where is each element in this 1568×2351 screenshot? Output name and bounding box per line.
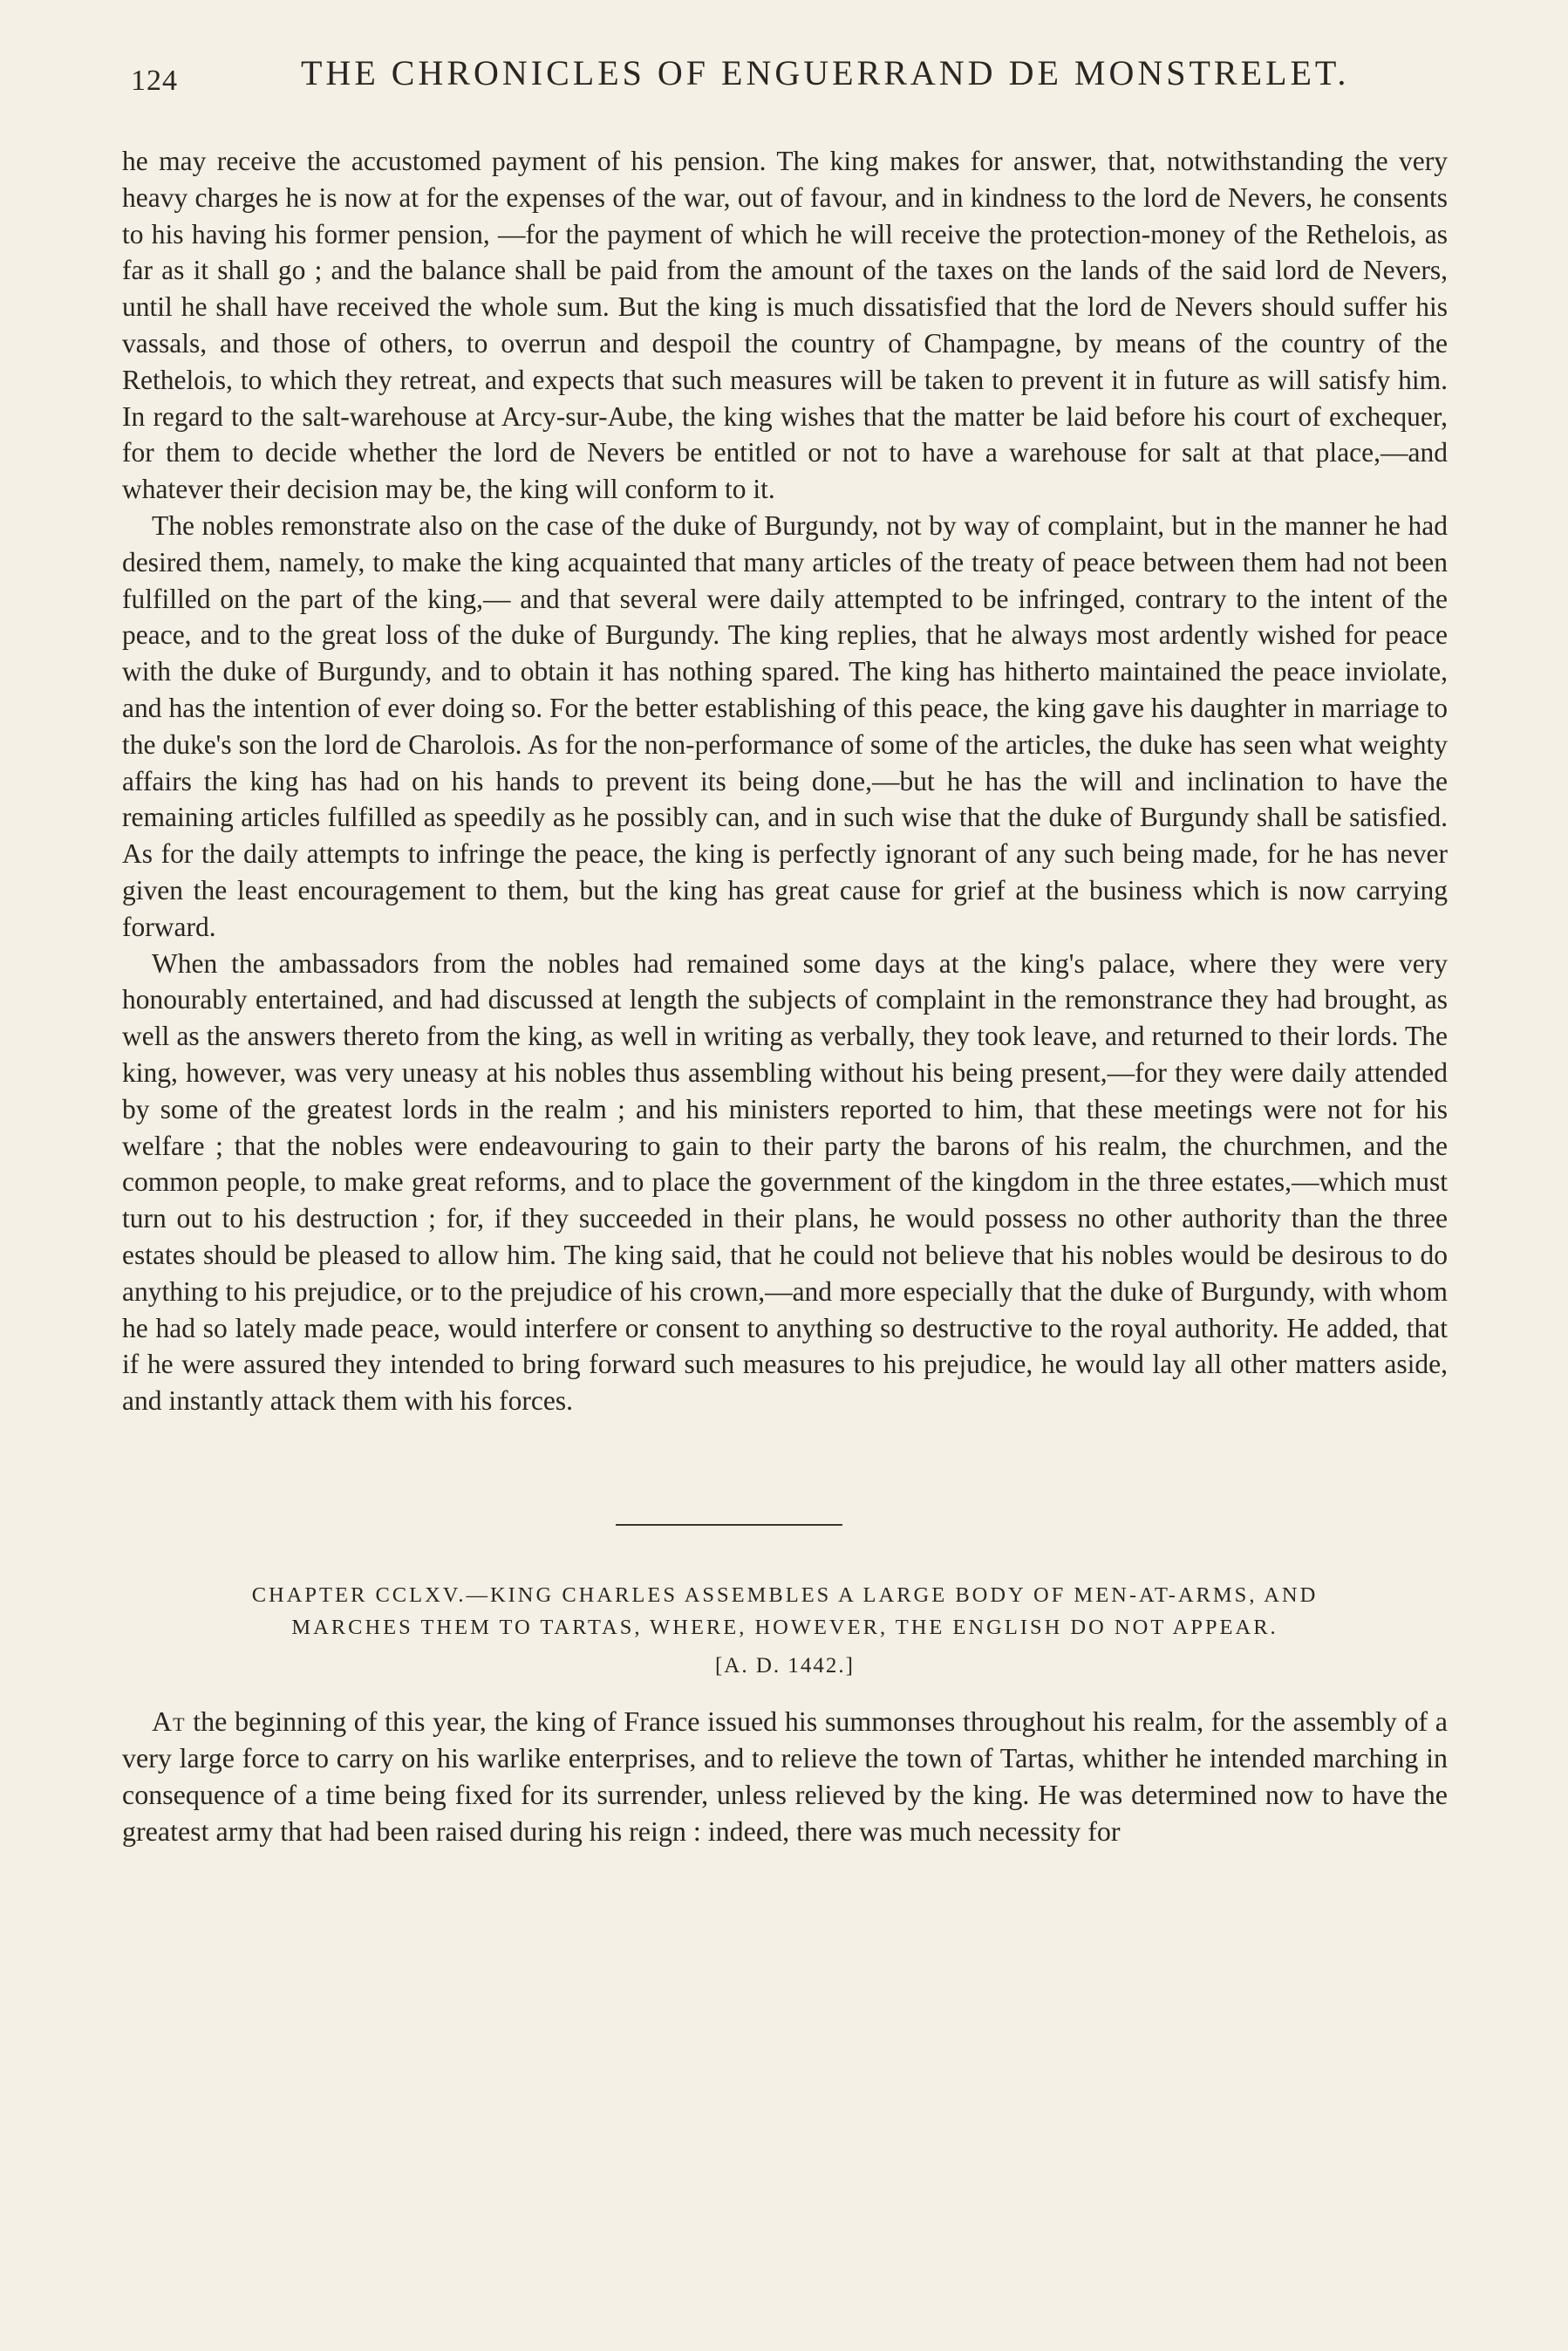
body-text: [122, 143, 1448, 1419]
chapter-heading-line-2: MARCHES THEM TO TARTAS, WHERE, HOWEVER, THE ENGLISH DO NOT APPEAR.: [291, 1616, 1278, 1639]
page-number: 124: [131, 65, 178, 97]
paragraph-burgundy-remonstrance: The nobles remonstrate also on the case of the duke of Burgundy, not by way of complaint, but in the manner he had desired them, namely, to make the king acquainted that many articles of the treaty of peace between them had not been fulfilled on the part of the king,— and that several were daily attempted to be infringed, contrary to the intent of the peace, and to the great loss of the duke of Burgundy. The king replies, that he always most ardently wished for peace with the duke of Burgundy, and to obtain it has nothing spared. The king has hitherto maintained the peace inviolate, and has the intention of ever doing so. For the better establishing of this peace, the king gave his daughter in marriage to the duke's son the lord de Charolois. As for the non-performance of some of the articles, the duke has seen what weighty affairs the king has had on his hands to prevent its being done,—but he has the will and inclination to have the remaining articles fulfilled as speedily as he possibly can, and in such wise that the duke of Burgundy shall be satisfied. As for the daily attempts to infringe the peace, the king is perfectly ignorant of any such being made, for he has never given the least encouragement to them, but the king has great cause for grief at the business which is now carrying forward.: [122, 509, 1448, 942]
paragraph-pension-reply: he may receive the accustomed payment of his pension. The king makes for answer, that, notwithstanding the very heavy charges he is now at for the expenses of the war, out of favour, and in kindness to the lord de Nevers, he consents to his having his former pension, —for the payment of which he will receive the protection-money of the Rethelois, as far as it shall go ; and the balance shall be paid from the amount of the taxes on the lands of the said lord de Nevers, until he shall have received the whole sum. But the king is much dissatisfied that the lord de Nevers should suffer his vassals, and those of others, to overrun and despoil the country of Champagne, by means of the country of the Rethelois, to which they retreat, and expects that such measures will be taken to prevent it in future as will satisfy him. In regard to the salt-warehouse at Arcy-sur-Aube, the king wishes that the matter be laid before his court of exchequer, for them to decide whether the lord de Nevers be entitled or not to have a warehouse for salt at that place,—and whatever their decision may be, the king will conform to it.: [122, 146, 1448, 505]
chapter-lead-word: At: [152, 1705, 186, 1737]
paragraph-ambassadors-return: When the ambassadors from the nobles had remained some days at the king's palace, where they were very honourably entertained, and had discussed at length the subjects of complaint in the remonstrance they had brought, as well as the answers thereto from the king, as well in writing as verbally, they took leave, and returned to their lords. The king, however, was very uneasy at his nobles thus assembling without his being present,—for they were daily attended by some of the greatest lords in the realm ; and his ministers reported to him, that these meetings were not for his welfare ; that the nobles were endeavouring to gain to their party the barons of his realm, the churchmen, and the common people, to make great reforms, and to place the government of the kingdom in the three estates,—which must turn out to his destruction ; for, if they succeeded in their plans, he would possess no other authority than the three estates should be pleased to allow him. The king said, that he could not believe that his nobles would be desirous to do anything to his prejudice, or to the prejudice of his crown,—and more especially that the duke of Burgundy, with whom he had so lately made peace, would interfere or consent to anything so destructive to the royal authority. He added, that if he were assured they intended to bring forward such measures to his prejudice, he would lay all other matters aside, and instantly attack them with his forces.: [122, 947, 1448, 1417]
chapter-heading: [122, 1579, 1448, 1644]
chapter-date: [A. D. 1442.]: [714, 1654, 855, 1678]
chapter-text: [122, 1703, 1448, 1849]
chapter-opening-paragraph: [122, 1703, 1448, 1849]
section-divider: [616, 1524, 842, 1526]
chapter-heading-line-1: CHAPTER CCLXV.—KING CHARLES ASSEMBLES A LARGE BODY OF MEN-AT-ARMS, AND: [251, 1583, 1319, 1607]
running-title: THE CHRONICLES OF ENGUERRAND DE MONSTRELET.: [301, 53, 1350, 92]
chapter-opening-text: the beginning of this year, the king of France issued his summonses throughout his realm, for the assembly of a very large force to carry on his warlike enterprises, and to relieve the town of Tartas, whither he intended marching in consequence of a time being fixed for its surrender, unless relieved by the king. He was determined now to have the greatest army that had been raised during his reign : indeed, there was much necessity for: [122, 1705, 1448, 1847]
running-head: [131, 52, 1350, 105]
